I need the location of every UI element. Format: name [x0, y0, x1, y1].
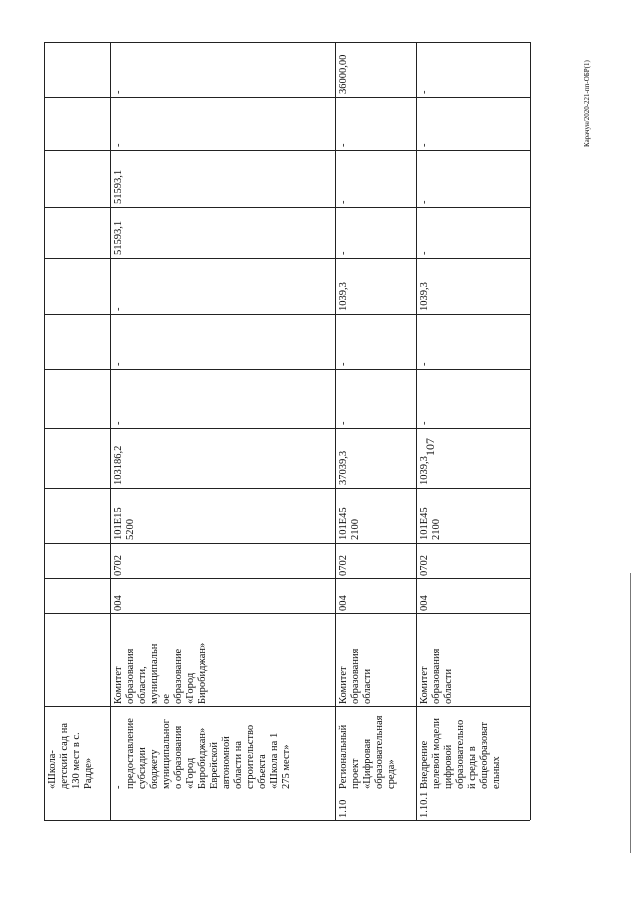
- column-border: [44, 578, 530, 579]
- row-border: [44, 42, 45, 820]
- cell-value: -: [113, 90, 124, 94]
- cell-value: -: [338, 251, 349, 255]
- cell-value: -: [338, 421, 349, 425]
- signature-line: [630, 573, 631, 853]
- cell-value: 1039,3: [338, 282, 349, 311]
- cell-value: -: [419, 200, 430, 204]
- cell-value: -: [419, 143, 430, 147]
- column-border: [44, 42, 530, 43]
- column-border: [44, 613, 530, 614]
- row-border: [530, 42, 531, 820]
- column-border: [44, 97, 530, 98]
- cell-number: 1.10.1: [419, 791, 430, 818]
- cell-value: -: [113, 307, 124, 311]
- cell-name: - предоставление субсидии бюджету муниципальног о образования «Город Биробиджан» Еврейской автономной области на строительство объекта «Школа на 1 275 мест»: [113, 718, 292, 789]
- cell-value: 51593,1: [113, 169, 124, 204]
- cell-csr: 101E15 5200: [113, 507, 136, 540]
- cell-value: -: [419, 362, 430, 366]
- cell-value: -: [338, 362, 349, 366]
- cell-value: 1039,3: [419, 282, 430, 311]
- cell-csr: 101E45 2100: [338, 507, 361, 540]
- cell-value: 1039,3: [419, 456, 430, 485]
- column-border: [44, 488, 530, 489]
- column-border: [44, 706, 530, 707]
- row-border: [110, 42, 111, 820]
- cell-value: -: [113, 421, 124, 425]
- cell-number: 1.10: [338, 799, 349, 818]
- cell-value: -: [113, 362, 124, 366]
- cell-value: 37039,3: [338, 450, 349, 485]
- cell-executor: Комитет образования области: [338, 648, 373, 704]
- cell-rzpr: 0702: [113, 555, 124, 576]
- cell-value: 51593,1: [113, 220, 124, 255]
- cell-grbs: 004: [113, 595, 124, 611]
- cell-value: -: [338, 200, 349, 204]
- cell-name: Региональный проект «Цифровая образовательная среда»: [338, 715, 397, 789]
- cell-name: «Школа- детский сад на 130 мест в с. Радде»: [47, 722, 94, 789]
- column-border: [44, 543, 530, 544]
- column-border: [44, 207, 530, 208]
- column-border: [44, 258, 530, 259]
- column-border: [44, 150, 530, 151]
- cell-value: -: [113, 143, 124, 147]
- cell-grbs: 004: [419, 595, 430, 611]
- cell-name: Внедрение целевой модели цифровой образовательно й среды в общеобразоват ельных: [419, 717, 502, 789]
- cell-executor: Комитет образования области: [419, 648, 454, 704]
- cell-value: -: [419, 90, 430, 94]
- cell-value: 36000,00: [338, 54, 349, 94]
- row-border: [335, 42, 336, 820]
- cell-value: 103186,2: [113, 445, 124, 485]
- document-code: Карачун/2020-221-пп-ОБР(1): [583, 60, 591, 147]
- cell-csr: 101E45 2100: [419, 507, 442, 540]
- cell-value: -: [419, 251, 430, 255]
- page-number: 107: [423, 438, 437, 456]
- cell-rzpr: 0702: [419, 555, 430, 576]
- cell-value: -: [338, 143, 349, 147]
- column-border: [44, 314, 530, 315]
- column-border: [44, 369, 530, 370]
- column-border: [44, 428, 530, 429]
- cell-grbs: 004: [338, 595, 349, 611]
- row-border: [416, 42, 417, 820]
- cell-executor: Комитет образования области, муниципальн ое образование «Город Биробиджан»: [113, 642, 208, 704]
- cell-rzpr: 0702: [338, 555, 349, 576]
- cell-value: -: [419, 421, 430, 425]
- column-border: [44, 820, 530, 821]
